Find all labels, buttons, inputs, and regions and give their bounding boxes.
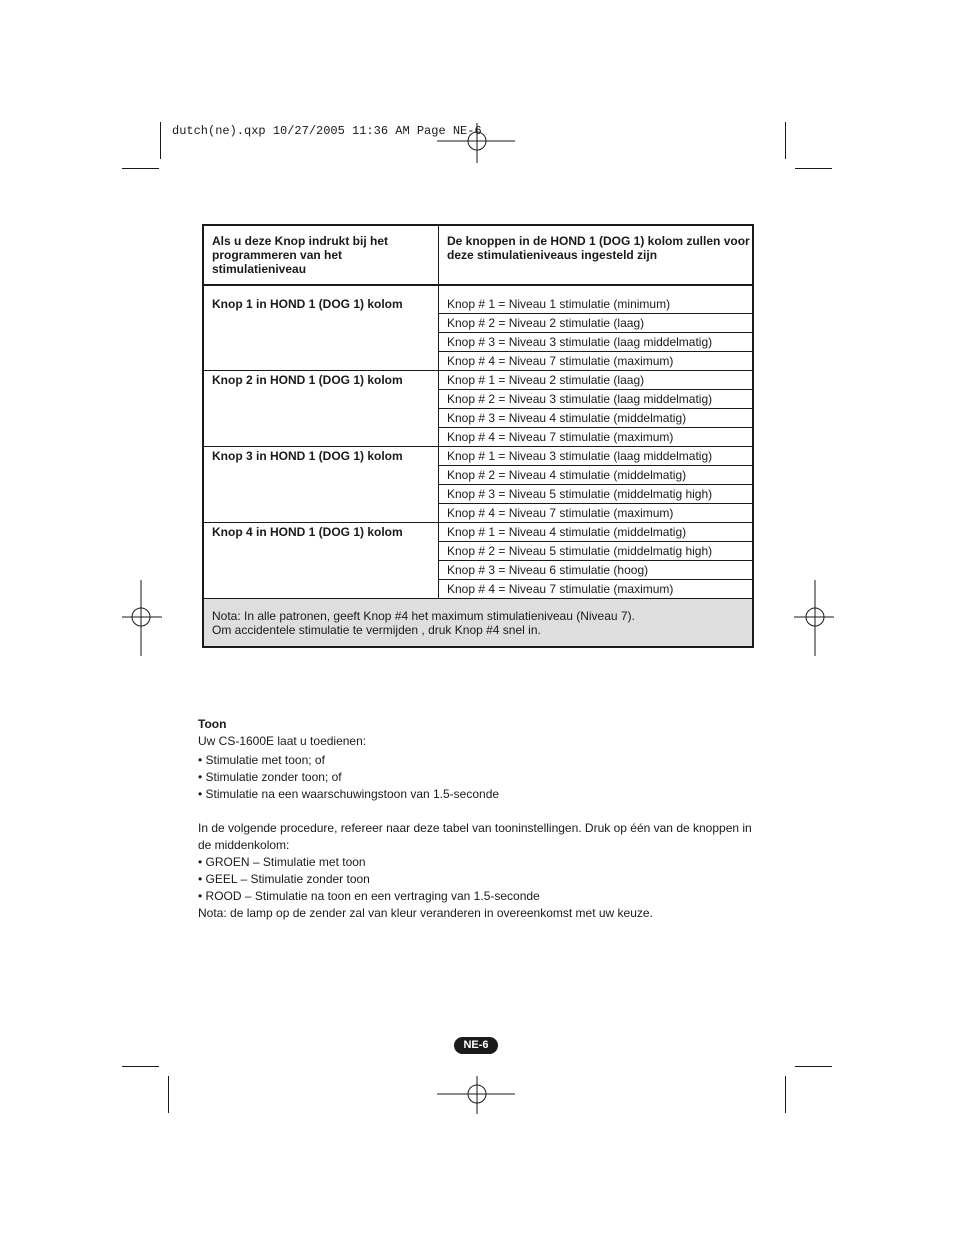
list-item: • Stimulatie zonder toon; of [198, 770, 342, 784]
level-cell: Knop # 1 = Niveau 3 stimulatie (laag middelmatig) [439, 447, 754, 466]
crop-mark [122, 168, 159, 169]
section-title: Toon [198, 717, 227, 731]
list-item: • GEEL – Stimulatie zonder toon [198, 872, 370, 886]
tone-section [198, 716, 758, 922]
header-right-cell: De knoppen in de HOND 1 (DOG 1) kolom zullen voor deze stimulatieniveaus ingesteld zijn [439, 225, 754, 285]
level-cell: Knop # 2 = Niveau 3 stimulatie (laag middelmatig) [439, 390, 754, 409]
crop-mark [785, 122, 786, 159]
table-header-row [203, 225, 753, 285]
group-spacer [203, 466, 439, 523]
procedure-text: de middenkolom: [198, 838, 290, 852]
table-note-row [203, 599, 753, 648]
table-row [203, 542, 753, 561]
group-spacer [203, 314, 439, 371]
crop-mark [168, 1076, 169, 1113]
crop-mark [795, 168, 832, 169]
crop-mark [785, 1076, 786, 1113]
stimulation-level-table [202, 224, 754, 648]
level-cell: Knop # 4 = Niveau 7 stimulatie (maximum) [439, 504, 754, 523]
level-cell: Knop # 3 = Niveau 5 stimulatie (middelmatig high) [439, 485, 754, 504]
registration-mark [122, 580, 162, 656]
level-cell: Knop # 4 = Niveau 7 stimulatie (maximum) [439, 428, 754, 447]
table-note-line: Nota: In alle patronen, geeft Knop #4 het maximum stimulatieniveau (Niveau 7). [212, 609, 635, 623]
group-spacer [203, 390, 439, 447]
group-label: Knop 2 in HOND 1 (DOG 1) kolom [203, 371, 439, 390]
level-cell: Knop # 3 = Niveau 6 stimulatie (hoog) [439, 561, 754, 580]
crop-mark [160, 122, 161, 159]
level-cell: Knop # 1 = Niveau 4 stimulatie (middelmatig) [439, 523, 754, 542]
page-number-badge: NE-6 [454, 1037, 498, 1054]
procedure-text: In de volgende procedure, refereer naar deze tabel van tooninstellingen. Druk op één van de knoppen in [198, 821, 752, 835]
group-label: Knop 1 in HOND 1 (DOG 1) kolom [203, 285, 439, 314]
table-row [203, 523, 753, 542]
list-item: • Stimulatie na een waarschuwingstoon van 1.5-seconde [198, 787, 500, 801]
level-cell: Knop # 1 = Niveau 1 stimulatie (minimum) [439, 285, 754, 314]
registration-mark [437, 121, 515, 165]
tone-intro: Uw CS-1600E laat u toedienen: [198, 734, 367, 748]
level-cell: Knop # 3 = Niveau 4 stimulatie (middelmatig) [439, 409, 754, 428]
table-row [203, 285, 753, 314]
level-cell: Knop # 3 = Niveau 3 stimulatie (laag middelmatig) [439, 333, 754, 352]
list-item: • GROEN – Stimulatie met toon [198, 855, 366, 869]
registration-mark [794, 580, 834, 656]
level-cell: Knop # 2 = Niveau 5 stimulatie (middelmatig high) [439, 542, 754, 561]
print-slug: dutch(ne).qxp 10/27/2005 11:36 AM Page NE-6 [172, 124, 482, 138]
registration-mark [437, 1076, 515, 1116]
group-label: Knop 4 in HOND 1 (DOG 1) kolom [203, 523, 439, 542]
table-row [203, 314, 753, 333]
group-label: Knop 3 in HOND 1 (DOG 1) kolom [203, 447, 439, 466]
level-cell: Knop # 1 = Niveau 2 stimulatie (laag) [439, 371, 754, 390]
level-cell: Knop # 2 = Niveau 2 stimulatie (laag) [439, 314, 754, 333]
crop-mark [122, 1066, 159, 1067]
tone-note: Nota: de lamp op de zender zal van kleur veranderen in overeenkomst met uw keuze. [198, 906, 653, 920]
list-item: • ROOD – Stimulatie na toon en een vertraging van 1.5-seconde [198, 889, 540, 903]
group-spacer [203, 542, 439, 599]
table-row [203, 390, 753, 409]
header-left-cell: Als u deze Knop indrukt bij het programmeren van het stimulatieniveau [203, 225, 439, 285]
table-row [203, 447, 753, 466]
table-row [203, 466, 753, 485]
level-cell: Knop # 2 = Niveau 4 stimulatie (middelmatig) [439, 466, 754, 485]
crop-mark [795, 1066, 832, 1067]
table-note [203, 599, 753, 648]
level-cell: Knop # 4 = Niveau 7 stimulatie (maximum) [439, 352, 754, 371]
table-note-line: Om accidentele stimulatie te vermijden , druk Knop #4 snel in. [212, 623, 541, 637]
list-item: • Stimulatie met toon; of [198, 753, 325, 767]
table-row [203, 371, 753, 390]
level-cell: Knop # 4 = Niveau 7 stimulatie (maximum) [439, 580, 754, 599]
